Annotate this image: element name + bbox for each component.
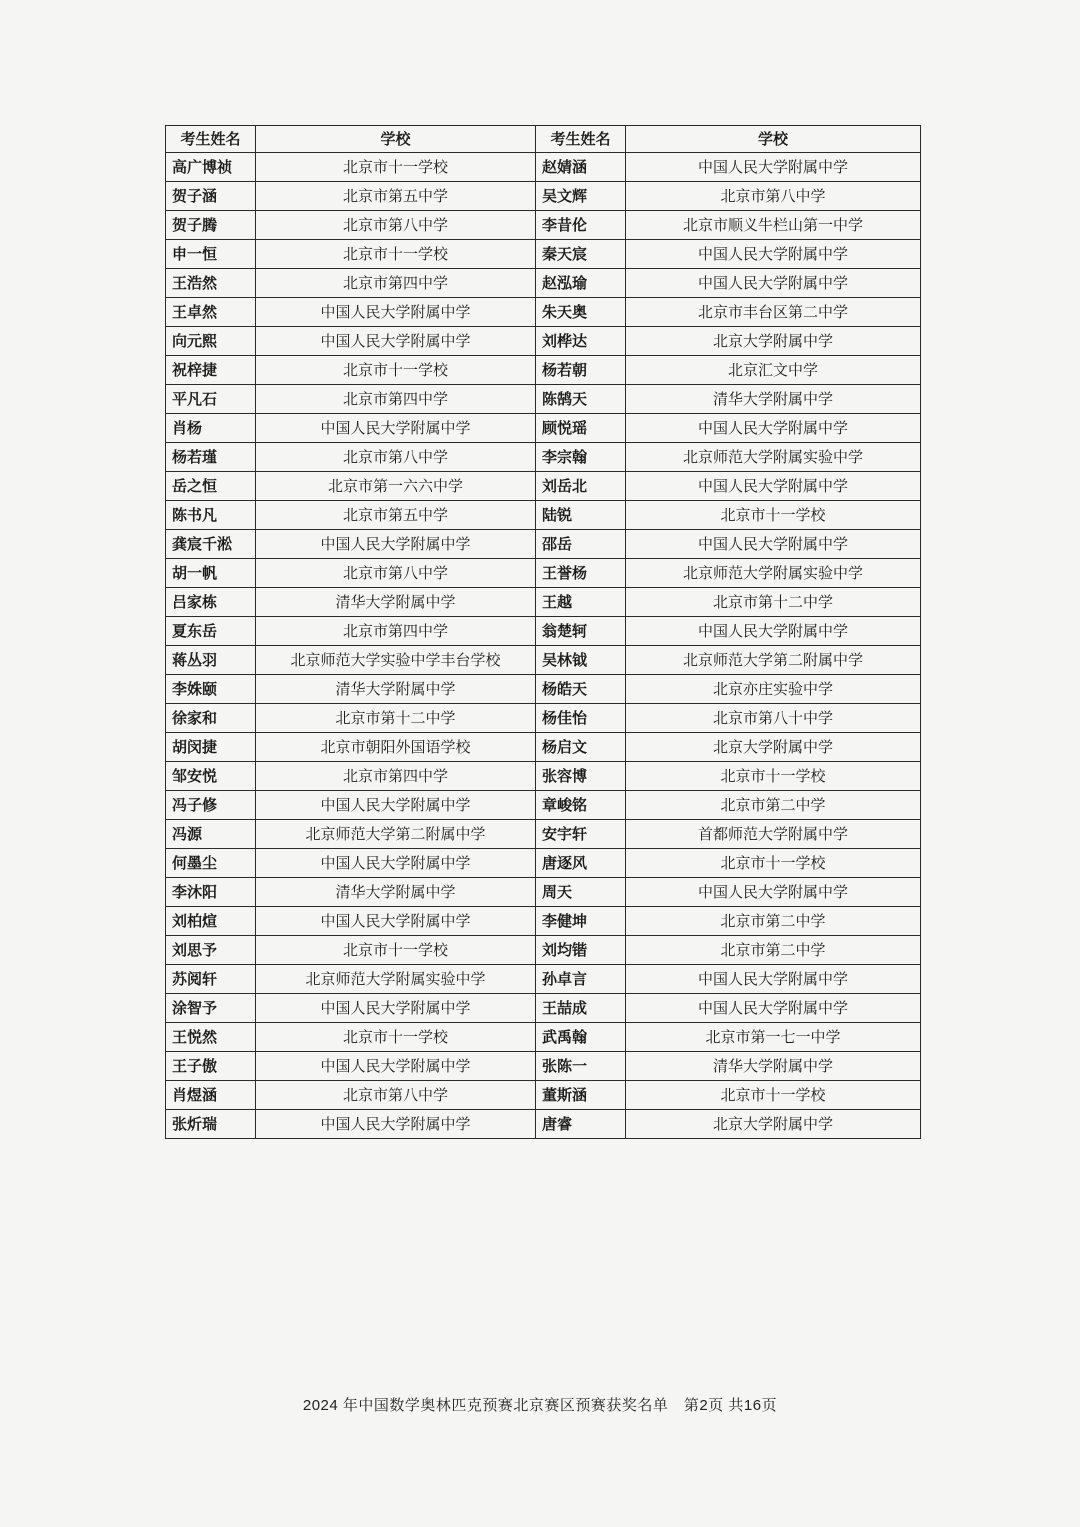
table-row: [166, 559, 921, 588]
school-cell: 中国人民大学附属中学: [626, 472, 921, 501]
candidate-name-cell: 贺子腾: [166, 211, 256, 240]
table-row: [166, 182, 921, 211]
candidate-name-cell: 刘柏煊: [166, 907, 256, 936]
school-cell: 清华大学附属中学: [626, 385, 921, 414]
table-row: [166, 675, 921, 704]
candidate-name-cell: 杨启文: [536, 733, 626, 762]
table-row: [166, 878, 921, 907]
school-cell: 北京师范大学第二附属中学: [626, 646, 921, 675]
school-cell: 北京市十一学校: [626, 762, 921, 791]
candidate-name-cell: 王浩然: [166, 269, 256, 298]
school-cell: 北京市十一学校: [626, 1081, 921, 1110]
column-header-school-1: 学校: [256, 126, 536, 153]
school-cell: 北京市第二中学: [626, 907, 921, 936]
candidate-name-cell: 孙卓言: [536, 965, 626, 994]
school-cell: 北京师范大学附属实验中学: [256, 965, 536, 994]
table-row: [166, 153, 921, 182]
candidate-name-cell: 张容博: [536, 762, 626, 791]
school-cell: 中国人民大学附属中学: [256, 298, 536, 327]
candidate-name-cell: 陈书凡: [166, 501, 256, 530]
school-cell: 清华大学附属中学: [256, 588, 536, 617]
candidate-name-cell: 吴林钺: [536, 646, 626, 675]
candidate-name-cell: 平凡石: [166, 385, 256, 414]
school-cell: 北京市第四中学: [256, 269, 536, 298]
table-row: [166, 936, 921, 965]
candidate-name-cell: 刘均锴: [536, 936, 626, 965]
candidate-name-cell: 朱天奥: [536, 298, 626, 327]
candidate-name-cell: 杨皓天: [536, 675, 626, 704]
candidate-name-cell: 刘桦达: [536, 327, 626, 356]
school-cell: 北京大学附属中学: [626, 733, 921, 762]
candidate-name-cell: 杨佳怡: [536, 704, 626, 733]
table-row: [166, 849, 921, 878]
candidate-name-cell: 冯子修: [166, 791, 256, 820]
candidate-name-cell: 刘岳北: [536, 472, 626, 501]
candidate-name-cell: 刘思予: [166, 936, 256, 965]
school-cell: 北京汇文中学: [626, 356, 921, 385]
column-header-school-2: 学校: [626, 126, 921, 153]
school-cell: 北京市第八中学: [256, 1081, 536, 1110]
school-cell: 北京市第一七一中学: [626, 1023, 921, 1052]
school-cell: 中国人民大学附属中学: [626, 240, 921, 269]
table-row: [166, 298, 921, 327]
candidate-name-cell: 陈鹄天: [536, 385, 626, 414]
table-body: [166, 153, 921, 1139]
candidate-name-cell: 王誉杨: [536, 559, 626, 588]
school-cell: 北京市第五中学: [256, 501, 536, 530]
school-cell: 中国人民大学附属中学: [626, 965, 921, 994]
table-row: [166, 414, 921, 443]
table-row: [166, 211, 921, 240]
school-cell: 北京师范大学实验中学丰台学校: [256, 646, 536, 675]
candidate-name-cell: 贺子涵: [166, 182, 256, 211]
candidate-name-cell: 赵婧涵: [536, 153, 626, 182]
school-cell: 北京市顺义牛栏山第一中学: [626, 211, 921, 240]
school-cell: 北京市第四中学: [256, 385, 536, 414]
school-cell: 中国人民大学附属中学: [256, 907, 536, 936]
school-cell: 北京市第十二中学: [256, 704, 536, 733]
candidate-name-cell: 唐睿: [536, 1110, 626, 1139]
candidate-name-cell: 涂智予: [166, 994, 256, 1023]
candidate-name-cell: 杨若瑾: [166, 443, 256, 472]
school-cell: 清华大学附属中学: [626, 1052, 921, 1081]
table-row: [166, 994, 921, 1023]
candidate-name-cell: 李健坤: [536, 907, 626, 936]
school-cell: 中国人民大学附属中学: [256, 530, 536, 559]
candidate-name-cell: 吴文辉: [536, 182, 626, 211]
candidate-name-cell: 王子傲: [166, 1052, 256, 1081]
school-cell: 北京市第十二中学: [626, 588, 921, 617]
school-cell: 中国人民大学附属中学: [626, 153, 921, 182]
school-cell: 首都师范大学附属中学: [626, 820, 921, 849]
candidate-name-cell: 申一恒: [166, 240, 256, 269]
school-cell: 北京大学附属中学: [626, 327, 921, 356]
candidate-name-cell: 王悦然: [166, 1023, 256, 1052]
candidate-name-cell: 张炘瑞: [166, 1110, 256, 1139]
table-row: [166, 1110, 921, 1139]
candidate-name-cell: 顾悦瑶: [536, 414, 626, 443]
candidate-name-cell: 安宇轩: [536, 820, 626, 849]
candidate-name-cell: 王卓然: [166, 298, 256, 327]
school-cell: 北京市第二中学: [626, 936, 921, 965]
candidate-name-cell: 秦天宸: [536, 240, 626, 269]
candidate-name-cell: 李沐阳: [166, 878, 256, 907]
school-cell: 中国人民大学附属中学: [626, 269, 921, 298]
school-cell: 北京市第八中学: [256, 559, 536, 588]
table-row: [166, 443, 921, 472]
school-cell: 北京师范大学附属实验中学: [626, 559, 921, 588]
school-cell: 北京市十一学校: [256, 936, 536, 965]
candidate-name-cell: 胡闵捷: [166, 733, 256, 762]
candidate-name-cell: 蒋丛羽: [166, 646, 256, 675]
table-row: [166, 327, 921, 356]
candidate-name-cell: 李姝颐: [166, 675, 256, 704]
school-cell: 北京市第五中学: [256, 182, 536, 211]
school-cell: 中国人民大学附属中学: [626, 414, 921, 443]
table-row: [166, 1081, 921, 1110]
candidate-name-cell: 武禹翰: [536, 1023, 626, 1052]
candidate-name-cell: 向元熙: [166, 327, 256, 356]
table-row: [166, 240, 921, 269]
school-cell: 北京大学附属中学: [626, 1110, 921, 1139]
school-cell: 中国人民大学附属中学: [256, 1052, 536, 1081]
candidate-name-cell: 徐家和: [166, 704, 256, 733]
candidate-name-cell: 张陈一: [536, 1052, 626, 1081]
school-cell: 北京师范大学附属实验中学: [626, 443, 921, 472]
school-cell: 北京市朝阳外国语学校: [256, 733, 536, 762]
school-cell: 中国人民大学附属中学: [256, 414, 536, 443]
school-cell: 北京师范大学第二附属中学: [256, 820, 536, 849]
candidate-name-cell: 李宗翰: [536, 443, 626, 472]
candidate-name-cell: 肖杨: [166, 414, 256, 443]
winners-table: [165, 125, 921, 1139]
school-cell: 北京市十一学校: [626, 849, 921, 878]
candidate-name-cell: 王越: [536, 588, 626, 617]
table-row: [166, 269, 921, 298]
school-cell: 北京市第八中学: [256, 443, 536, 472]
table-row: [166, 385, 921, 414]
candidate-name-cell: 龚宸千淞: [166, 530, 256, 559]
candidate-name-cell: 周天: [536, 878, 626, 907]
table-row: [166, 530, 921, 559]
school-cell: 北京市第八十中学: [626, 704, 921, 733]
candidate-name-cell: 唐逐风: [536, 849, 626, 878]
school-cell: 中国人民大学附属中学: [256, 791, 536, 820]
candidate-name-cell: 赵泓瑜: [536, 269, 626, 298]
table-row: [166, 907, 921, 936]
school-cell: 北京市第四中学: [256, 762, 536, 791]
page-footer: 2024 年中国数学奥林匹克预赛北京赛区预赛获奖名单 第2页 共16页: [302, 1397, 778, 1414]
table-row: [166, 965, 921, 994]
school-cell: 北京市丰台区第二中学: [626, 298, 921, 327]
candidate-name-cell: 祝梓捷: [166, 356, 256, 385]
table-row: [166, 356, 921, 385]
school-cell: 北京市十一学校: [626, 501, 921, 530]
candidate-name-cell: 翁楚轲: [536, 617, 626, 646]
candidate-name-cell: 陆锐: [536, 501, 626, 530]
table-row: [166, 472, 921, 501]
table-header-row: [166, 126, 921, 153]
candidate-name-cell: 章峻铭: [536, 791, 626, 820]
school-cell: 中国人民大学附属中学: [626, 617, 921, 646]
candidate-name-cell: 肖煜涵: [166, 1081, 256, 1110]
school-cell: 中国人民大学附属中学: [626, 994, 921, 1023]
column-header-candidate-name-1: 考生姓名: [166, 126, 256, 153]
candidate-name-cell: 杨若朝: [536, 356, 626, 385]
school-cell: 北京市第一六六中学: [256, 472, 536, 501]
school-cell: 北京市十一学校: [256, 1023, 536, 1052]
table-row: [166, 1052, 921, 1081]
table-row: [166, 733, 921, 762]
table-row: [166, 704, 921, 733]
table-row: [166, 501, 921, 530]
school-cell: 北京市第二中学: [626, 791, 921, 820]
school-cell: 北京市十一学校: [256, 240, 536, 269]
table-row: [166, 646, 921, 675]
candidate-name-cell: 王喆成: [536, 994, 626, 1023]
candidate-name-cell: 夏东岳: [166, 617, 256, 646]
school-cell: 中国人民大学附属中学: [256, 994, 536, 1023]
candidate-name-cell: 吕家栋: [166, 588, 256, 617]
school-cell: 北京市十一学校: [256, 356, 536, 385]
candidate-name-cell: 邵岳: [536, 530, 626, 559]
candidate-name-cell: 何墨尘: [166, 849, 256, 878]
school-cell: 北京市第八中学: [256, 211, 536, 240]
school-cell: 中国人民大学附属中学: [256, 849, 536, 878]
candidate-name-cell: 岳之恒: [166, 472, 256, 501]
school-cell: 中国人民大学附属中学: [626, 530, 921, 559]
candidate-name-cell: 董斯涵: [536, 1081, 626, 1110]
school-cell: 清华大学附属中学: [256, 675, 536, 704]
candidate-name-cell: 冯源: [166, 820, 256, 849]
school-cell: 中国人民大学附属中学: [256, 1110, 536, 1139]
table-row: [166, 762, 921, 791]
candidate-name-cell: 邹安悦: [166, 762, 256, 791]
school-cell: 北京亦庄实验中学: [626, 675, 921, 704]
candidate-name-cell: 李昔伦: [536, 211, 626, 240]
table-row: [166, 1023, 921, 1052]
table-row: [166, 588, 921, 617]
column-header-candidate-name-2: 考生姓名: [536, 126, 626, 153]
candidate-name-cell: 胡一帆: [166, 559, 256, 588]
candidate-name-cell: 苏阅轩: [166, 965, 256, 994]
school-cell: 北京市第八中学: [626, 182, 921, 211]
candidate-name-cell: 高广博祯: [166, 153, 256, 182]
table-row: [166, 820, 921, 849]
school-cell: 清华大学附属中学: [256, 878, 536, 907]
table-row: [166, 791, 921, 820]
school-cell: 中国人民大学附属中学: [256, 327, 536, 356]
school-cell: 北京市第四中学: [256, 617, 536, 646]
school-cell: 中国人民大学附属中学: [626, 878, 921, 907]
table-row: [166, 617, 921, 646]
school-cell: 北京市十一学校: [256, 153, 536, 182]
